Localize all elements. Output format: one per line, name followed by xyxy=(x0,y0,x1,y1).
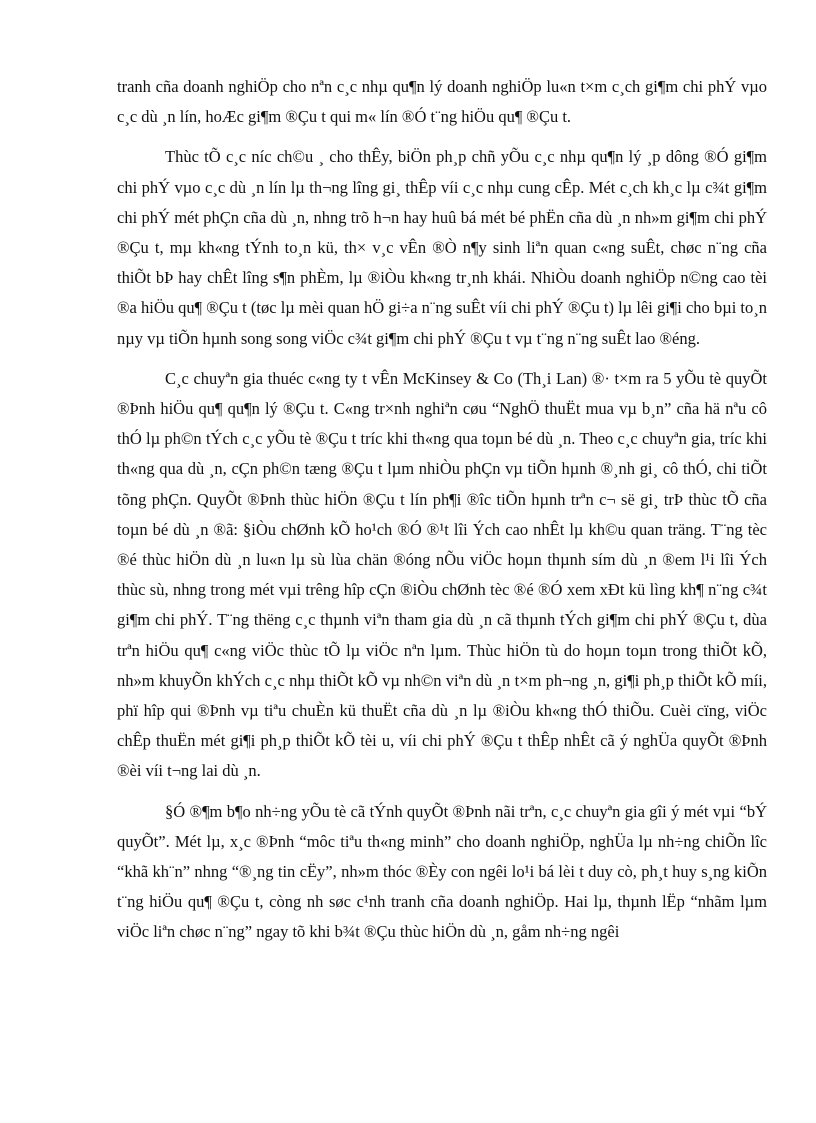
paragraph-4: §Ó ®¶m b¶o nh÷ng yÕu tè cã tÝnh quyÕt ®Þnh nãi trªn, c¸c chuyªn gia gîi ý mét vµi “bÝ quyÕt”. Mét lµ, x¸c ®Þnh “môc tiªu th«ng minh” cho doanh nghiÖp, nghÜa lµ nh÷ng chiÕn lîc “khã kh¨n” nhng “®¸ng tin cËy”, nh»m thóc ®Èy con ngêi lo¹i bá lèi t duy cò, ph¸t huy s¸ng kiÕn t¨ng hiÖu qu¶ ®Çu t, còng nh søc c¹nh tranh cña doanh nghiÖp. Hai lµ, thµnh lËp “nhãm lµm viÖc liªn chøc n¨ng” ngay tõ khi b¾t ®Çu thùc hiÖn dù ¸n, gåm nh÷ng ngêi xyxy=(117,801,767,942)
paragraph-2: Thùc tÕ c¸c níc ch©u ¸ cho thÊy, biÖn ph¸p chñ yÕu c¸c nhµ qu¶n lý ¸p dông ®Ó gi¶m chi phÝ vµo c¸c dù ¸n lín lµ th¬ng lîng gi¸ thÊp víi c¸c nhµ cung cÊp. Mét c¸ch kh¸c lµ c¾t gi¶m chi phÝ mét phÇn cña dù ¸n, nhng trõ h¬n hay huû bá mét bé phËn cña dù ¸n nh»m gi¶m chi phÝ ®Çu t, mµ kh«ng tÝnh to¸n kü, th× v¸c vÊn ®Ò n¶y sinh liªn quan c«ng suÊt, chøc n¨ng cña thiÕt bÞ hay chÊt lîng s¶n phÈm, lµ ®iÒu kh«ng tr¸nh khái. NhiÒu doanh nghiÖp n©ng cao tèi ®a hiÖu qu¶ ®Çu t (tøc lµ mèi quan hÖ gi÷a n¨ng suÊt víi chi phÝ ®Çu t) lµ lêi gi¶i cho bµi to¸n nµy vµ tiÕn hµnh song song viÖc c¾t gi¶m chi phÝ ®Çu t vµ t¨ng n¨ng suÊt lao ®éng. xyxy=(117,147,767,348)
document-page xyxy=(117,72,767,958)
paragraph-3: C¸c chuyªn gia thuéc c«ng ty t vÊn McKinsey & Co (Th¸i Lan) ®· t×m ra 5 yÕu tè quyÕt ®Þnh hiÖu qu¶ qu¶n lý ®Çu t. C«ng tr×nh nghiªn cøu “NghÖ thuËt mua vµ b¸n” cña hä nªu cô thÓ lµ ph©n tÝch c¸c yÕu tè ®Çu t tríc khi th«ng qua toµn bé dù ¸n. Theo c¸c chuyªn gia, tríc khi th«ng qua dù ¸n, cÇn ph©n tæng ®Çu t lµm nhiÒu phÇn vµ tiÕn hµnh ®¸nh gi¸ cô thÓ, chi tiÕt tõng phÇn. QuyÕt ®Þnh thùc hiÖn ®Çu t lín ph¶i ®îc tiÕn hµnh trªn c¬ së gi¸ trÞ thùc tÕ cña toµn bé dù ¸n ®ã: §iÒu chØnh kÕ ho¹ch ®Ó ®¹t lîi Ých cao nhÊt lµ kh©u quan träng. T¨ng tèc ®é thùc hiÖn dù ¸n lu«n lµ sù lùa chän ®óng nÕu viÖc hoµn thµnh sím dù ¸n ®em l¹i lîi Ých thùc sù, nhng trong mét vµi trêng hîp cÇn ®iÒu chØnh tèc ®é ®Ó xem xÐt kü lìng kh¶ n¨ng c¾t gi¶m chi phÝ. T¨ng thëng c¸c thµnh viªn tham gia dù ¸n cã thµnh tÝch gi¶m chi phÝ ®Çu t, dùa trªn hiÖu qu¶ c«ng viÖc thùc tÕ lµ viÖc nªn lµm. Thùc hiÖn tù do hoµn toµn trong thiÕt kÕ, nh»m khuyÕn khÝch c¸c nhµ thiÕt kÕ vµ nh©n viªn dù ¸n t×m ph¬ng ¸n, gi¶i ph¸p thiÕt kÕ míi, phï hîp qui ®Þnh vµ tiªu chuÈn kü thuËt cña dù ¸n lµ ®iÒu kh«ng thÓ thiÕu. Cuèi cïng, viÖc chÊp thuËn mét gi¶i ph¸p thiÕt kÕ tèi u, víi chi phÝ ®Çu t thÊp nhÊt cã ý nghÜa quyÕt ®Þnh ®èi víi t¬ng lai dù ¸n. xyxy=(117,368,767,781)
paragraph-1: tranh cña doanh nghiÖp cho nªn c¸c nhµ qu¶n lý doanh nghiÖp lu«n t×m c¸ch gi¶m chi phÝ vµo c¸c dù ¸n lín, hoÆc gi¶m ®Çu t qui m« lín ®Ó t¨ng hiÖu qu¶ ®Çu t. xyxy=(117,77,767,127)
